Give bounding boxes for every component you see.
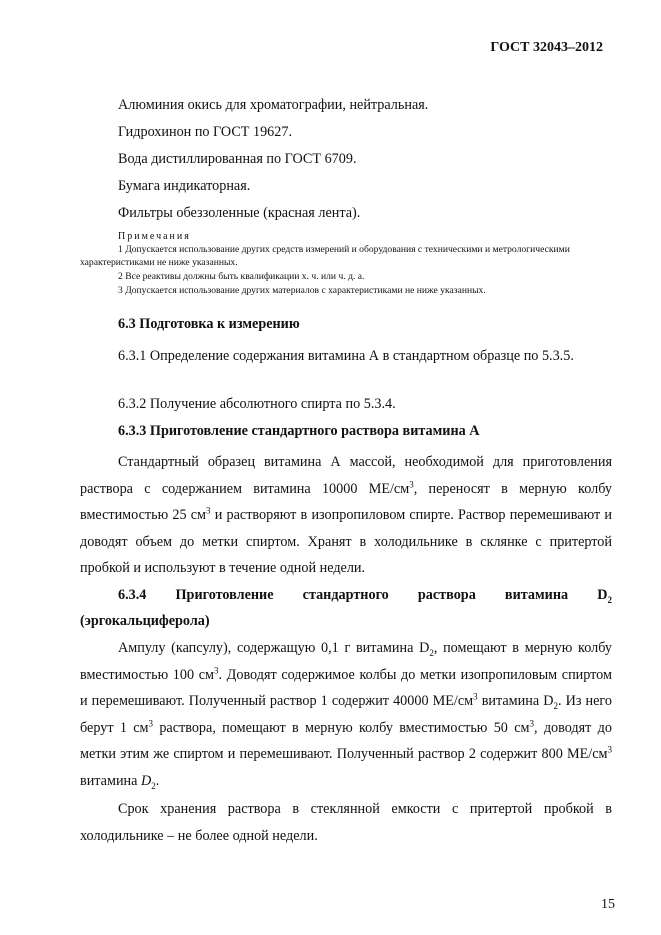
- notes-title: Примечания: [118, 231, 191, 242]
- reagent-item: Фильтры обеззоленные (красная лента).: [118, 205, 361, 221]
- section-heading-6-3-4: 6.3.4 Приготовление стандартного раствора витамина $D_2$ (эргокальциферола): [80, 587, 612, 629]
- paragraph-6-3-3: Стандартный образец витамина А массой, необходимой для приготовления раствора с содержанием витамина 10000 $МЕ/см^3$, переносят в мерную колбу вместимостью 25 $см^3$ и растворяют в изопропиловом спирте. Раствор перемешивают и доводят объем до метки спиртом. Хранят в холодильнике в склянке с притертой пробкой и используют в течение одной недели.: [80, 454, 612, 576]
- storage-paragraph: Срок хранения раствора в стеклянной емкости с притертой пробкой в холодильнике – не более одной недели.: [80, 801, 612, 844]
- reagent-item: Вода дистиллированная по ГОСТ 6709.: [118, 151, 357, 167]
- page-number: 15: [601, 897, 615, 912]
- section-heading-6-3: 6.3 Подготовка к измерению: [118, 316, 300, 332]
- note-3: 3 Допускается использование других материалов с характеристиками не ниже указанных.: [118, 285, 486, 296]
- note-1: 1 Допускается использование других средств измерений и оборудования с техническими и метрологическими характеристиками не ниже указанных.: [80, 244, 570, 268]
- reagent-item: Бумага индикаторная.: [118, 178, 251, 194]
- paragraph-6-3-4: Ампулу (капсулу), содержащую 0,1 г витамина $D_2$, помещают в мерную колбу вместимостью 100 $см^3$. Доводят содержимое колбы до метки изопропиловым спиртом и перемешивают. Полученный раствор 1 содержит 40000 $МЕ/см^3$ витамина $D_2$. Из него берут 1 $см^3$ раствора, помещают в мерную колбу вместимостью 50 $см^3$, доводят до метки этим же спиртом и перемешивают. Полученный раствор 2 содержит 800 $МЕ/см^3$ витамина $D_2$.: [80, 640, 612, 791]
- paragraph-6-3-1: 6.3.1 Определение содержания витамина А в стандартном образце по 5.3.5.: [118, 348, 574, 364]
- reagent-item: Алюминия окись для хроматографии, нейтральная.: [118, 97, 429, 113]
- reagent-item: Гидрохинон по ГОСТ 19627.: [118, 124, 293, 140]
- paragraph-6-3-2: 6.3.2 Получение абсолютного спирта по 5.3.4.: [118, 396, 396, 412]
- document-code: ГОСТ 32043–2012: [490, 40, 603, 55]
- section-heading-6-3-3: 6.3.3 Приготовление стандартного раствора витамина А: [118, 423, 480, 439]
- note-2: 2 Все реактивы должны быть квалификации х. ч. или ч. д. а.: [118, 271, 365, 282]
